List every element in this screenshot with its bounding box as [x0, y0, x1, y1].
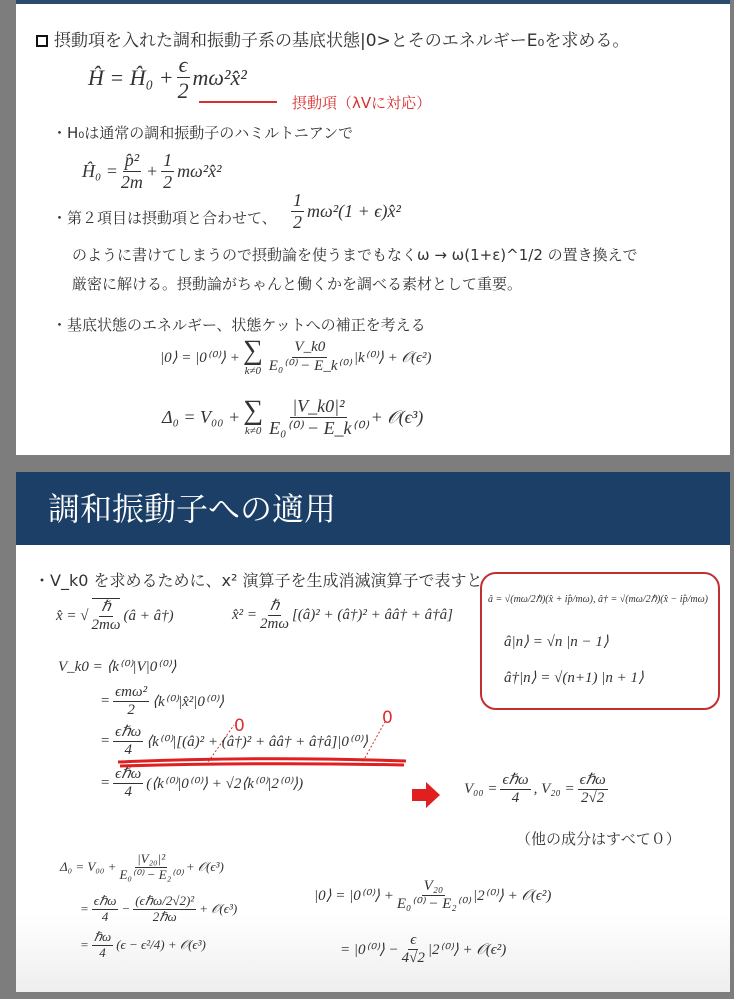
heading-text: 摂動項を入れた調和振動子系の基底状態|0>とそのエネルギーE₀を求める。	[54, 31, 630, 51]
numerator: ϵℏω	[113, 724, 143, 742]
denominator: E₀⁽⁰⁾ − E₂⁽⁰⁾	[396, 896, 470, 913]
numerator: ϵℏω	[578, 772, 608, 790]
fraction	[500, 772, 530, 808]
numerator: ϵ	[178, 52, 188, 77]
eq-rest: ⟨k⁽⁰⁾|[(â)² + (â†)² + ââ† + â†â]|0⁽⁰⁾⟩	[146, 734, 369, 751]
numerator: ϵ	[408, 932, 418, 950]
numerator: ϵℏω	[113, 766, 143, 784]
state-correction-equation	[160, 337, 432, 377]
vk0-line-1: V_k0 = ⟨k⁽⁰⁾|V|0⁽⁰⁾⟩	[58, 659, 177, 675]
denominator: 2m	[120, 171, 143, 192]
perturbation-label: 摂動項（λVに対応）	[292, 94, 432, 112]
eq-rest: [(â)² + (â†)² + ââ† + â†â]	[291, 607, 453, 624]
eq-rest: (â + â†)	[123, 607, 174, 624]
v00-label: V₀₀ =	[464, 781, 498, 798]
fraction	[92, 598, 121, 635]
h0-equation	[82, 150, 222, 192]
fraction	[92, 930, 113, 961]
eq-lhs: x̂² =	[232, 607, 258, 624]
numerator: 1	[293, 190, 302, 210]
sum-subscript: k≠0	[244, 425, 262, 438]
sum-symbol: ∑ k≠0	[243, 395, 264, 438]
ket-line-2	[340, 932, 506, 968]
denominator: 4	[511, 790, 520, 807]
x-squared-equation	[232, 598, 453, 634]
equals: =	[80, 937, 89, 953]
fraction	[92, 894, 119, 925]
denominator: E₀⁽⁰⁾ − E_k⁽⁰⁾	[268, 357, 351, 374]
denominator: 4√2	[401, 950, 425, 967]
denominator: E₀⁽⁰⁾ − E₂⁽⁰⁾	[119, 866, 183, 882]
numerator: ℏ	[99, 599, 113, 617]
creation-relation: â†|n⟩ = √(n+1) |n + 1⟩	[504, 670, 644, 686]
denominator: 2	[293, 211, 302, 232]
eq-lhs: |0⟩ = |0⁽⁰⁾⟩ +	[160, 349, 240, 366]
sum-subscript: k≠0	[244, 365, 262, 377]
eq-lhs: x̂ = √	[56, 607, 89, 624]
checkbox-bullet-icon	[36, 35, 48, 47]
bullet-corrections: ・基底状態のエネルギー、状態ケットへの補正を考える	[52, 316, 426, 334]
ladder-operator-box	[480, 572, 720, 710]
fraction	[113, 724, 143, 760]
fraction	[578, 772, 608, 808]
slide-harmonic-application	[16, 472, 730, 992]
vk0-line-4	[100, 766, 303, 802]
minus: −	[121, 901, 131, 917]
v20-label: , V₂₀ =	[533, 781, 575, 798]
numerator: ϵℏω	[93, 893, 117, 908]
denominator: E₀⁽⁰⁾ − E_k⁽⁰⁾	[269, 417, 368, 438]
slide-heading	[36, 26, 629, 51]
fraction	[402, 932, 425, 968]
ket-line-1	[314, 878, 551, 914]
eq-rest: |2⁽⁰⁾⟩ + 𝒪(ϵ²)	[427, 942, 507, 959]
fraction	[269, 339, 351, 375]
zero-annotation: 0	[234, 716, 245, 736]
numerator: (ϵℏω/2√2)²	[135, 893, 195, 908]
denominator: 4	[99, 944, 106, 960]
numerator: V₂₀	[422, 878, 446, 896]
numerator: |V_k0|²	[292, 396, 345, 416]
equals: =	[100, 775, 111, 792]
fraction	[269, 396, 368, 438]
eq-lhs: Δ₀ = V₀₀ +	[60, 859, 117, 875]
eq-rest: |k⁽⁰⁾⟩ + 𝒪(ϵ²)	[353, 349, 432, 366]
equals: =	[80, 901, 89, 917]
eq-rest: |2⁽⁰⁾⟩ + 𝒪(ϵ²)	[472, 888, 552, 905]
bullet-combined: ・第２項目は摂動項と合わせて、	[52, 209, 277, 227]
fraction	[161, 150, 174, 192]
numerator: ℏ	[268, 598, 282, 616]
explanation-line-1: のように書けてしまうので摂動論を使うまでもなくω → ω(1+ε)^1/2 の置き換えで	[72, 246, 638, 264]
fraction	[397, 878, 470, 914]
denominator: 2mω	[260, 616, 289, 633]
bullet-h0: ・H₀は通常の調和振動子のハミルトニアンで	[52, 124, 354, 142]
fraction	[121, 150, 143, 192]
bullet-vk0: ・V_k0 を求めるために、x² 演算子を生成消滅演算子で表すと	[34, 571, 483, 590]
equals: =	[100, 733, 111, 750]
delta-line-1	[60, 852, 224, 883]
vk0-line-2	[100, 684, 224, 720]
fraction	[291, 190, 304, 232]
eq-rest: mω²x̂²	[177, 160, 222, 181]
perturbation-underline	[199, 101, 277, 103]
matrix-element-results	[464, 772, 611, 808]
explanation-line-2: 厳密に解ける。摂動論がちゃんと働くかを調べる素材として重要。	[72, 275, 523, 293]
slide-header	[16, 472, 730, 545]
equals: =	[100, 693, 111, 710]
fraction	[260, 598, 289, 634]
numerator: p̂²	[124, 150, 140, 170]
eq-lhs: |0⟩ = |0⁽⁰⁾⟩ +	[314, 888, 394, 905]
eq-rest: mω²x̂²	[192, 64, 247, 90]
fraction	[113, 766, 143, 802]
numerator: V_k0	[292, 339, 327, 357]
fraction	[177, 52, 190, 104]
eq-rest: + 𝒪(ϵ³)	[185, 859, 224, 875]
fraction	[113, 684, 149, 720]
slide-perturbation-setup	[16, 0, 730, 455]
annihilation-relation: â|n⟩ = √n |n − 1⟩	[504, 634, 609, 650]
sum-symbol: ∑ k≠0	[242, 335, 263, 377]
right-arrow-icon	[412, 782, 442, 808]
combined-equation	[288, 190, 401, 232]
denominator: 2	[177, 78, 189, 104]
plus: +	[145, 160, 159, 181]
eq-rest: (ϵ − ϵ²/4) + 𝒪(ϵ³)	[116, 937, 206, 953]
eq-rest: + 𝒪(ϵ³)	[370, 406, 424, 427]
denominator: 4	[124, 784, 132, 801]
eq-rest: mω²(1 + ϵ)x̂²	[307, 200, 401, 221]
delta-line-3	[80, 930, 206, 961]
energy-correction-equation	[162, 396, 423, 438]
numerator: |V₂₀|²	[137, 851, 166, 866]
other-components-note: （他の成分はすべて０）	[516, 830, 681, 848]
eq-lhs: Δ₀ = V₀₀ +	[162, 406, 241, 427]
numerator: ϵℏω	[500, 772, 530, 790]
vk0-line-3	[100, 724, 368, 760]
denominator: 2	[127, 702, 135, 719]
denominator: 4	[101, 908, 109, 924]
eq-rest: + 𝒪(ϵ³)	[199, 901, 238, 917]
eq-lhs: Ĥ = Ĥ₀ +	[88, 64, 174, 90]
denominator: 4	[124, 742, 132, 759]
eq-lhs: Ĥ₀ =	[82, 160, 118, 181]
eq-rest: (⟨k⁽⁰⁾|0⁽⁰⁾⟩ + √2⟨k⁽⁰⁾|2⁽⁰⁾⟩)	[146, 776, 304, 793]
hamiltonian-equation	[88, 52, 247, 104]
numerator: 1	[163, 150, 173, 170]
eq-rest: ⟨k⁽⁰⁾|x̂²|0⁽⁰⁾⟩	[152, 694, 225, 711]
fraction	[119, 852, 182, 883]
ladder-definitions: â = √(mω/2ℏ)(x̂ + ip̂/mω), â† = √(mω/2ℏ)(x̂ − ip̂/mω)	[488, 594, 708, 605]
denominator: 2mω	[91, 617, 121, 634]
zero-annotation: 0	[382, 708, 393, 728]
denominator: 2	[163, 171, 173, 192]
eq-lhs: = |0⁽⁰⁾⟩ −	[340, 942, 399, 959]
x-operator-equation	[56, 598, 174, 635]
fraction	[133, 894, 196, 925]
numerator: ℏω	[93, 929, 112, 944]
denominator: 2√2	[581, 790, 605, 807]
denominator: 2ℏω	[152, 908, 177, 924]
slide-title: 調和振動子への適用	[48, 490, 337, 528]
numerator: ϵmω²	[113, 684, 149, 702]
delta-line-2	[80, 894, 237, 925]
